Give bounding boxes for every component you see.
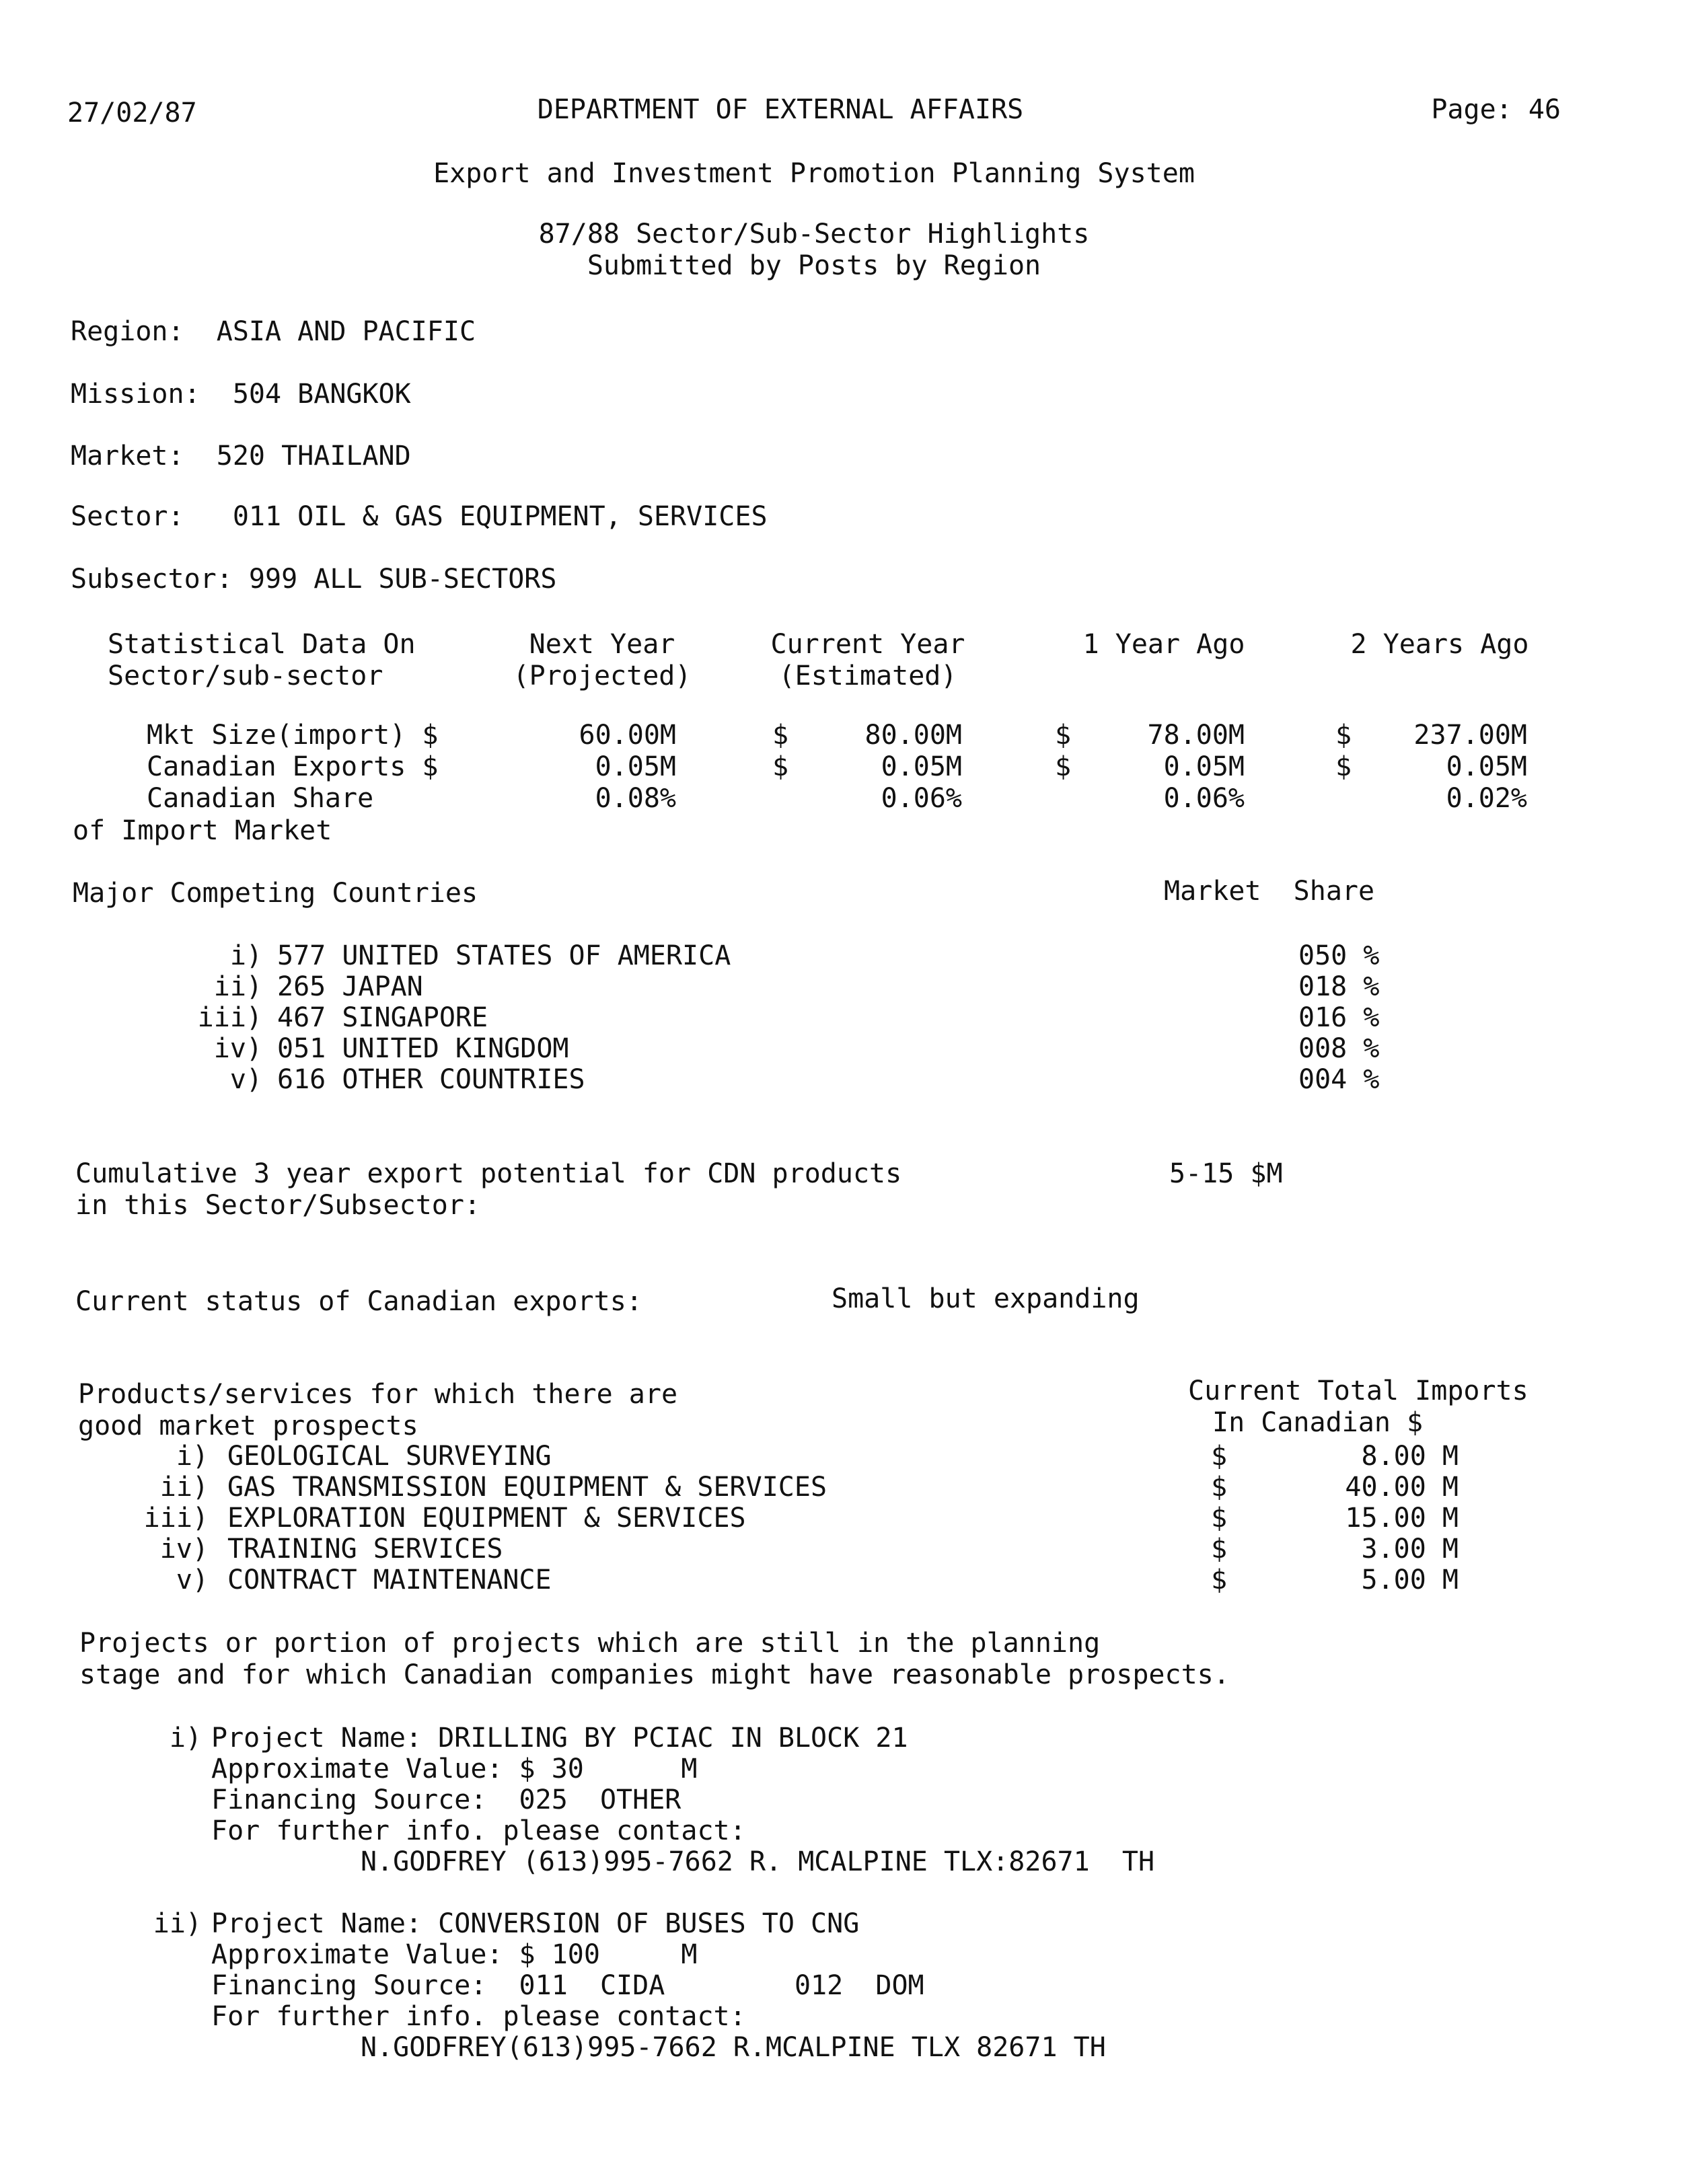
competitor-number: i)	[229, 940, 262, 971]
export-potential-label: Cumulative 3 year export potential for CDN products	[75, 1158, 902, 1189]
competitor-share: 004 %	[1298, 1064, 1380, 1095]
market-share-heading: Market Share	[1164, 876, 1375, 907]
export-potential-label-line2: in this Sector/Subsector:	[75, 1190, 481, 1221]
competitor-country: 265 JAPAN	[277, 971, 423, 1002]
stats-cell: 0.05M	[881, 751, 962, 782]
stats-cell: 80.00M	[864, 720, 962, 751]
project-name: Project Name: DRILLING BY PCIAC IN BLOCK 21	[211, 1723, 908, 1754]
stats-cell: 0.08%	[595, 783, 676, 814]
product-currency: $	[1211, 1565, 1228, 1595]
product-name: GAS TRANSMISSION EQUIPMENT & SERVICES	[227, 1472, 827, 1503]
product-name: GEOLOGICAL SURVEYING	[227, 1441, 552, 1472]
competitor-number: iv)	[213, 1033, 262, 1064]
col-header-2-years-ago: 2 Years Ago	[1350, 629, 1529, 660]
competitor-country: 467 SINGAPORE	[277, 1002, 488, 1033]
products-heading-line2: good market prospects	[78, 1410, 418, 1441]
project-contact: N.GODFREY (613)995-7662 R. MCALPINE TLX:82671 TH	[361, 1846, 1155, 1877]
stats-cell: 237.00M	[1413, 720, 1527, 751]
projects-intro-line2: stage and for which Canadian companies might have reasonable prospects.	[79, 1659, 1230, 1690]
stats-cell: 0.06%	[881, 783, 962, 814]
col-header-current-year: Current Year	[770, 629, 965, 660]
stats-row-label: Canadian Exports $	[147, 751, 439, 782]
competitor-number: iii)	[197, 1002, 262, 1033]
project-value: Approximate Value: $ 100 M	[211, 1939, 698, 1970]
product-number: iv)	[159, 1534, 209, 1565]
stats-cell: 0.05M	[595, 751, 676, 782]
product-number: iii)	[143, 1503, 209, 1534]
project-financing: Financing Source: 011 CIDA 012 DOM	[211, 1970, 924, 2001]
project-financing: Financing Source: 025 OTHER	[211, 1784, 681, 1815]
product-name: TRAINING SERVICES	[227, 1534, 503, 1565]
project-number: ii)	[153, 1908, 202, 1939]
product-name: EXPLORATION EQUIPMENT & SERVICES	[227, 1503, 746, 1534]
report-date: 27/02/87	[67, 98, 197, 128]
competitor-number: ii)	[213, 971, 262, 1002]
page-number: Page: 46	[1431, 94, 1561, 125]
mission-field: Mission: 504 BANGKOK	[71, 379, 411, 410]
stats-currency: $	[1335, 751, 1352, 782]
system-name: Export and Investment Promotion Planning System	[433, 158, 1195, 189]
competitor-country: 051 UNITED KINGDOM	[277, 1033, 569, 1064]
competitor-share: 050 %	[1298, 940, 1380, 971]
stats-cell: 0.05M	[1446, 751, 1527, 782]
product-currency: $	[1211, 1534, 1228, 1565]
competitors-heading: Major Competing Countries	[73, 878, 478, 909]
imports-heading: Current Total Imports	[1188, 1376, 1528, 1406]
product-import-value: 40.00 M	[1345, 1472, 1459, 1503]
department-name: DEPARTMENT OF EXTERNAL AFFAIRS	[537, 94, 1024, 125]
project-contact: N.GODFREY(613)995-7662 R.MCALPINE TLX 82671 TH	[361, 2032, 1106, 2063]
region-field: Region: ASIA AND PACIFIC	[71, 316, 476, 347]
export-status-label: Current status of Canadian exports:	[75, 1286, 642, 1317]
stats-cell: 78.00M	[1147, 720, 1245, 751]
competitor-number: v)	[229, 1064, 262, 1095]
col-header-1-year-ago: 1 Year Ago	[1082, 629, 1245, 660]
project-number: i)	[169, 1723, 202, 1754]
stats-currency: $	[772, 720, 789, 751]
stats-cell: 60.00M	[579, 720, 676, 751]
projects-intro: Projects or portion of projects which are still in the planning	[79, 1628, 1101, 1659]
competitor-share: 018 %	[1298, 971, 1380, 1002]
project-name: Project Name: CONVERSION OF BUSES TO CNG	[211, 1908, 860, 1939]
subsector-field: Subsector: 999 ALL SUB-SECTORS	[71, 564, 557, 595]
product-number: v)	[176, 1565, 209, 1595]
stats-currency: $	[1055, 751, 1072, 782]
stats-cell: 0.05M	[1163, 751, 1245, 782]
export-potential-value: 5-15 $M	[1169, 1158, 1283, 1189]
col-subheader-next-year: (Projected)	[513, 661, 692, 691]
competitor-country: 616 OTHER COUNTRIES	[277, 1064, 585, 1095]
imports-heading-line2: In Canadian $	[1212, 1407, 1424, 1438]
product-currency: $	[1211, 1472, 1228, 1503]
market-field: Market: 520 THAILAND	[71, 441, 411, 472]
stats-currency: $	[1335, 720, 1352, 751]
stats-currency: $	[772, 751, 789, 782]
stats-label-line1: Statistical Data On	[108, 629, 416, 660]
project-value: Approximate Value: $ 30 M	[211, 1754, 698, 1784]
products-heading: Products/services for which there are	[78, 1379, 678, 1410]
product-currency: $	[1211, 1441, 1228, 1472]
report-subtitle: Submitted by Posts by Region	[587, 250, 1041, 281]
stats-share-suffix: of Import Market	[73, 815, 332, 846]
product-name: CONTRACT MAINTENANCE	[227, 1565, 552, 1595]
export-status-value: Small but expanding	[832, 1283, 1140, 1314]
competitor-share: 008 %	[1298, 1033, 1380, 1064]
product-import-value: 15.00 M	[1345, 1503, 1459, 1534]
project-contact-label: For further info. please contact:	[211, 2001, 746, 2032]
stats-cell: 0.06%	[1163, 783, 1245, 814]
stats-label-line2: Sector/sub-sector	[108, 661, 383, 691]
stats-currency: $	[1055, 720, 1072, 751]
stats-row-label: Mkt Size(import) $	[147, 720, 439, 751]
product-number: ii)	[159, 1472, 209, 1503]
product-currency: $	[1211, 1503, 1228, 1534]
product-import-value: 8.00 M	[1361, 1441, 1459, 1472]
sector-field: Sector: 011 OIL & GAS EQUIPMENT, SERVICES	[71, 501, 768, 532]
col-subheader-current-year: (Estimated)	[778, 661, 957, 691]
report-title: 87/88 Sector/Sub-Sector Highlights	[538, 219, 1090, 250]
competitor-share: 016 %	[1298, 1002, 1380, 1033]
stats-row-label: Canadian Share	[147, 783, 374, 814]
product-import-value: 5.00 M	[1361, 1565, 1459, 1595]
stats-cell: 0.02%	[1446, 783, 1527, 814]
product-number: i)	[176, 1441, 209, 1472]
project-contact-label: For further info. please contact:	[211, 1815, 746, 1846]
col-header-next-year: Next Year	[529, 629, 675, 660]
competitor-country: 577 UNITED STATES OF AMERICA	[277, 940, 731, 971]
product-import-value: 3.00 M	[1361, 1534, 1459, 1565]
